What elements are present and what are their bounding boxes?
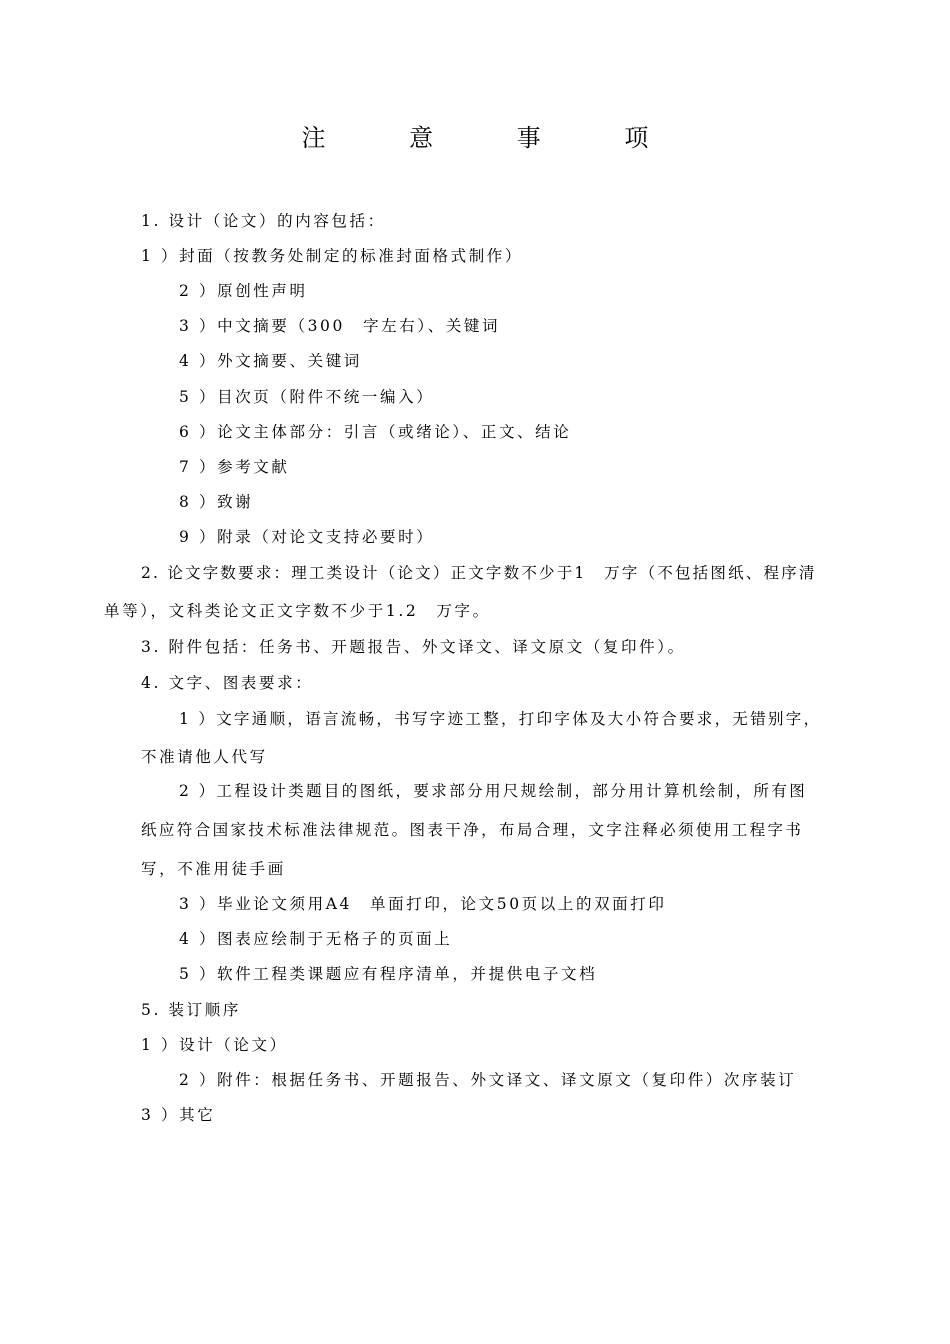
list-item: 5 ）目次页（附件不统一编入） <box>179 388 435 406</box>
section-1-heading: 1. 设计（论文）的内容包括： <box>141 212 386 230</box>
list-item: 4 ）外文摘要、关键词 <box>179 352 362 370</box>
section-5-heading: 5. 装订顺序 <box>141 1001 241 1019</box>
list-item: 3 ）其它 <box>141 1106 216 1124</box>
list-item: 2 ）附件：根据任务书、开题报告、外文译文、译文原文（复印件）次序装订 <box>179 1071 797 1089</box>
section-2-paragraph: 2. 论文字数要求：理工类设计（论文）正文字数不少于1 万字（不包括图纸、程序清 <box>141 564 817 582</box>
list-item: 3 ）中文摘要（300 字左右）、关键词 <box>179 317 501 335</box>
list-item: 1 ）文字通顺，语言流畅，书写字迹工整，打印字体及大小符合要求，无错别字， <box>179 710 822 728</box>
page-title: 注 意 事 项 <box>301 124 687 152</box>
list-item: 6 ）论文主体部分：引言（或绪论）、正文、结论 <box>179 423 572 441</box>
list-item-cont: 写，不准用徒手画 <box>141 860 286 878</box>
list-item: 3 ）毕业论文须用A4 单面打印，论文50页以上的双面打印 <box>179 895 667 913</box>
section-4-heading: 4. 文字、图表要求： <box>141 674 314 692</box>
list-item: 5 ）软件工程类课题应有程序清单，并提供电子文档 <box>179 965 598 983</box>
section-3-paragraph: 3. 附件包括：任务书、开题报告、外文译文、译文原文（复印件）。 <box>141 638 686 656</box>
list-item: 9 ）附录（对论文支持必要时） <box>179 528 435 546</box>
list-item: 4 ）图表应绘制于无格子的页面上 <box>179 930 453 948</box>
list-item-cont: 纸应符合国家技术标准法律规范。图表干净，布局合理，文字注释必须使用工程字书 <box>141 821 804 839</box>
list-item: 7 ）参考文献 <box>179 458 290 476</box>
list-item: 1 ）设计（论文） <box>141 1036 288 1054</box>
list-item: 2 ）原创性声明 <box>179 282 308 300</box>
list-item: 2 ）工程设计类题目的图纸，要求部分用尺规绘制，部分用计算机绘制，所有图 <box>179 782 808 800</box>
list-item: 1 ）封面（按教务处制定的标准封面格式制作） <box>141 247 523 265</box>
list-item-cont: 不准请他人代写 <box>141 748 268 766</box>
list-item: 8 ）致谢 <box>179 493 254 511</box>
section-2-paragraph-cont: 单等），文科类论文正文字数不少于1.2 万字。 <box>104 602 491 620</box>
